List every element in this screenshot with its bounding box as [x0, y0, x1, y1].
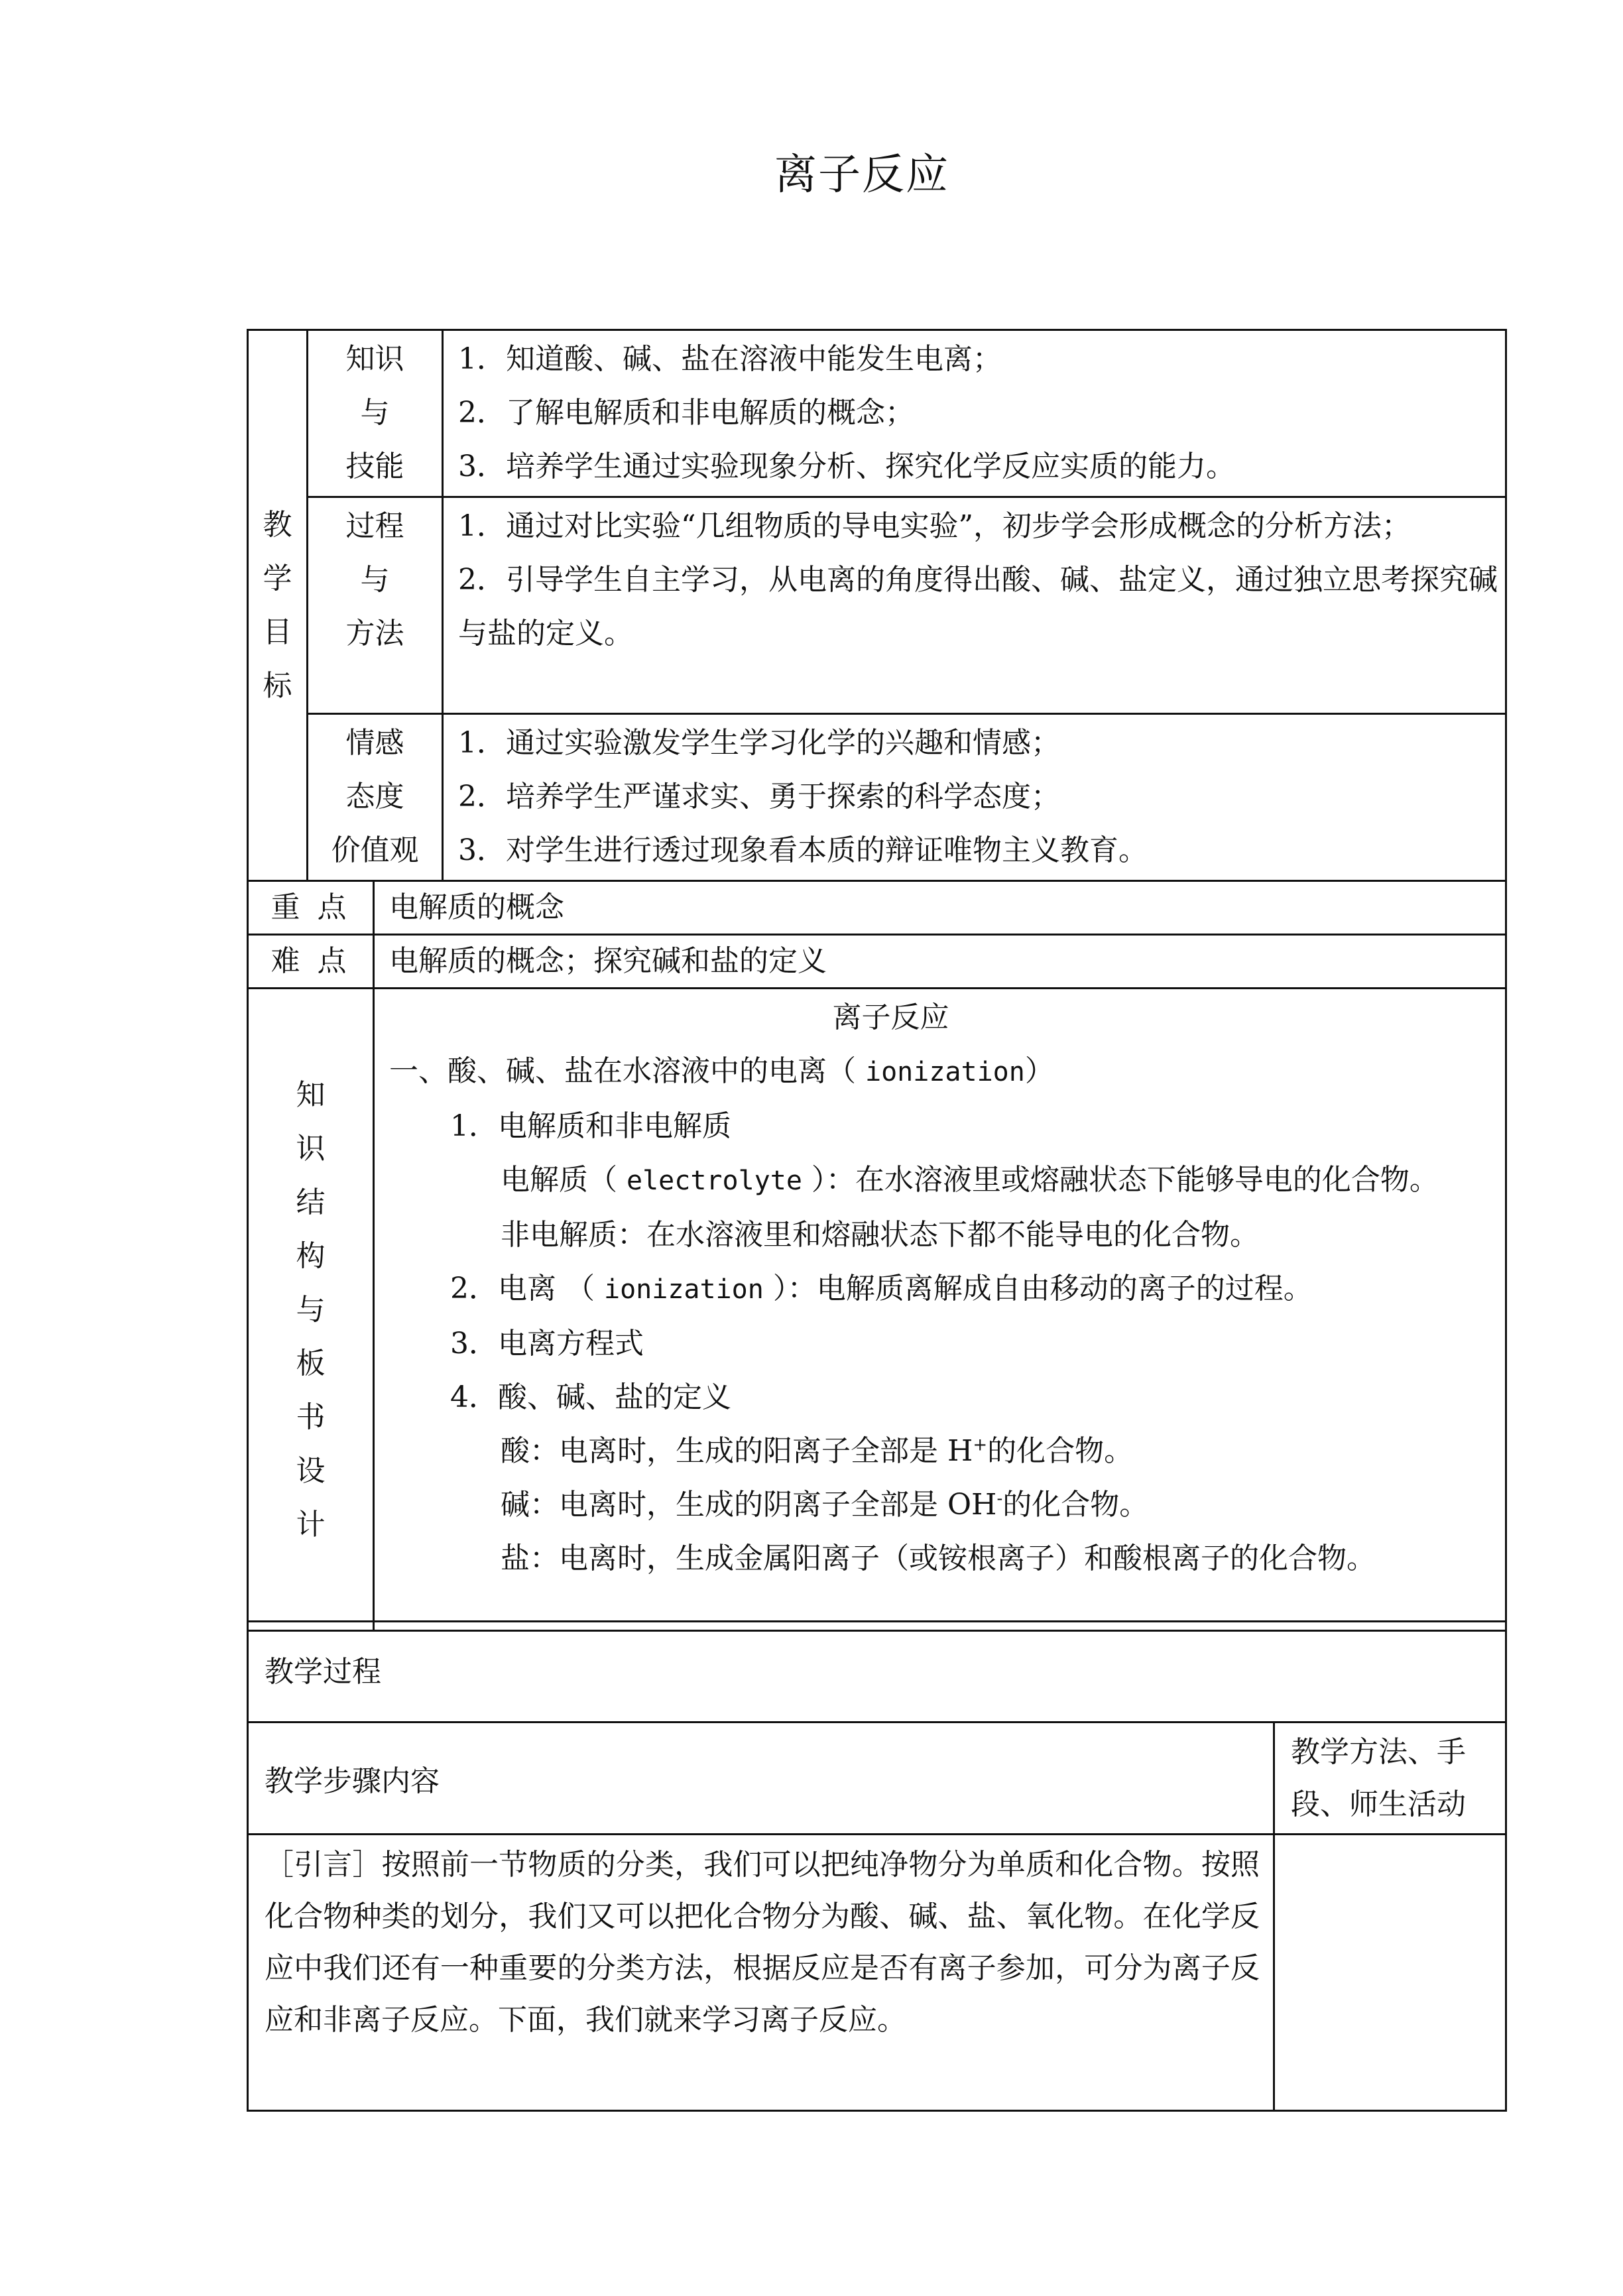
objective-line: 1．通过对比实验“几组物质的导电实验”，初步学会形成概念的分析方法；: [458, 509, 1411, 543]
objective-row-process: [248, 497, 1506, 714]
objective-content-attitude: [443, 714, 1506, 881]
label-line: 与: [360, 563, 390, 597]
objectives-vertical-label: [248, 330, 308, 881]
teaching-process-table: [247, 1620, 1507, 2112]
objective-label-attitude: [308, 714, 443, 881]
label-line: 与: [360, 396, 390, 430]
objective-line: 3．对学生进行透过现象看本质的辩证唯物主义教育。: [458, 833, 1148, 867]
label-line: 态度: [345, 780, 404, 814]
objective-line: 2．培养学生严谨求实、勇于探索的科学态度；: [458, 780, 1060, 814]
board-salt-def: 盐：电离时，生成金属阳离子（或铵根离子）和酸根离子的化合物。: [501, 1541, 1376, 1575]
vertical-char: 书: [296, 1400, 326, 1434]
objective-line: 3．培养学生通过实验现象分析、探究化学反应实质的能力。: [458, 450, 1235, 483]
step-content-header: 教学步骤内容: [248, 1722, 1274, 1835]
page-title: 离子反应: [774, 151, 949, 200]
text: 的化合物。: [1002, 1488, 1149, 1522]
latin-term: ionization: [603, 1274, 764, 1305]
key-point-row: [248, 881, 1506, 935]
text: 2．电离 （: [450, 1272, 595, 1305]
vertical-char: 标: [263, 669, 292, 703]
superscript: +: [973, 1435, 988, 1455]
process-header: 教学过程: [248, 1622, 1506, 1722]
process-columns-row: [248, 1722, 1506, 1835]
knowledge-vertical-label: [248, 989, 374, 1631]
vertical-char: 识: [296, 1131, 326, 1166]
board-nonelectrolyte-def: 非电解质：在水溶液里和熔融状态下都不能导电的化合物。: [501, 1218, 1259, 1252]
vertical-char: 构: [296, 1239, 326, 1273]
vertical-char: 学: [263, 562, 292, 595]
label-line: 价值观: [331, 833, 419, 867]
board-item-2: [389, 1262, 1498, 1317]
objective-label-knowledge: [308, 330, 443, 497]
label-line: 过程: [345, 509, 404, 543]
objective-content-knowledge: [443, 330, 1506, 497]
process-intro-row: [248, 1835, 1506, 2111]
board-item-3: 3．电离方程式: [450, 1327, 644, 1360]
board-section-1: [389, 1044, 1498, 1099]
board-title: 离子反应: [832, 1000, 949, 1034]
objective-label-process: [308, 497, 443, 714]
vertical-char: 结: [296, 1185, 326, 1219]
text: 碱：电离时，生成的阴离子全部是 OH: [501, 1488, 997, 1522]
objective-content-process: [443, 497, 1506, 714]
objective-row-attitude: [248, 714, 1506, 881]
objective-line: 1．知道酸、碱、盐在溶液中能发生电离；: [458, 342, 1002, 376]
difficult-point-text: 电解质的概念；探究碱和盐的定义: [374, 935, 1506, 989]
text: 酸：电离时，生成的阳离子全部是 H: [501, 1434, 973, 1468]
label-line: 方法: [345, 617, 404, 650]
method-header: 教学方法、手段、师生活动: [1274, 1722, 1506, 1835]
board-base-def: [389, 1478, 1498, 1532]
vertical-char: 教: [263, 508, 292, 542]
objective-line: 2．引导学生自主学习，从电离的角度得出酸、碱、盐定义，通过独立思考探究碱与盐的定义。: [458, 563, 1498, 650]
vertical-char: 计: [296, 1507, 326, 1541]
objective-row-knowledge: [248, 330, 1506, 497]
vertical-char: 与: [296, 1292, 326, 1327]
text: ）：电解质离解成自由移动的离子的过程。: [772, 1272, 1313, 1305]
latin-term: ionization: [865, 1057, 1025, 1087]
intro-method: [1274, 1835, 1506, 2111]
label-line: 技能: [345, 450, 404, 483]
knowledge-content: [374, 989, 1506, 1631]
vertical-char: 设: [296, 1453, 326, 1488]
latin-term: electrolyte: [627, 1166, 802, 1196]
text: 一、酸、碱、盐在水溶液中的电离（: [389, 1054, 856, 1088]
objective-line: 1．通过实验激发学生学习化学的兴趣和情感；: [458, 726, 1060, 760]
difficult-point-row: [248, 935, 1506, 989]
text: 电解质（: [501, 1163, 617, 1197]
label-line: 情感: [345, 726, 404, 760]
label-line: 知识: [345, 342, 404, 376]
vertical-char: 目: [263, 615, 292, 649]
vertical-char: 板: [296, 1346, 326, 1380]
key-point-label: 重点: [248, 881, 374, 935]
difficult-point-label: 难点: [248, 935, 374, 989]
board-item-1: 1．电解质和非电解质: [450, 1109, 731, 1143]
text: 的化合物。: [987, 1434, 1134, 1468]
text: ）: [1024, 1054, 1054, 1088]
lesson-plan-table: [247, 329, 1507, 1632]
vertical-char: 知: [296, 1077, 326, 1112]
text: ）：在水溶液里或熔融状态下能够导电的化合物。: [811, 1163, 1439, 1197]
board-acid-def: [389, 1424, 1498, 1478]
intro-text: ［引言］按照前一节物质的分类，我们可以把纯净物分为单质和化合物。按照化合物种类的划分，我们又可以把化合物分为酸、碱、盐、氧化物。在化学反应中我们还有一种重要的分类方法，根据反应是否有离子参加，可分为离子反应和非离子反应。下面，我们就来学习离子反应。: [248, 1835, 1274, 2111]
superscript: -: [996, 1488, 1003, 1509]
knowledge-row: [248, 989, 1506, 1631]
board-item-4: 4．酸、碱、盐的定义: [450, 1380, 731, 1414]
board-electrolyte-def: [389, 1153, 1498, 1208]
objective-line: 2．了解电解质和非电解质的概念；: [458, 396, 914, 430]
key-point-text: 电解质的概念: [374, 881, 1506, 935]
process-header-row: [248, 1622, 1506, 1722]
